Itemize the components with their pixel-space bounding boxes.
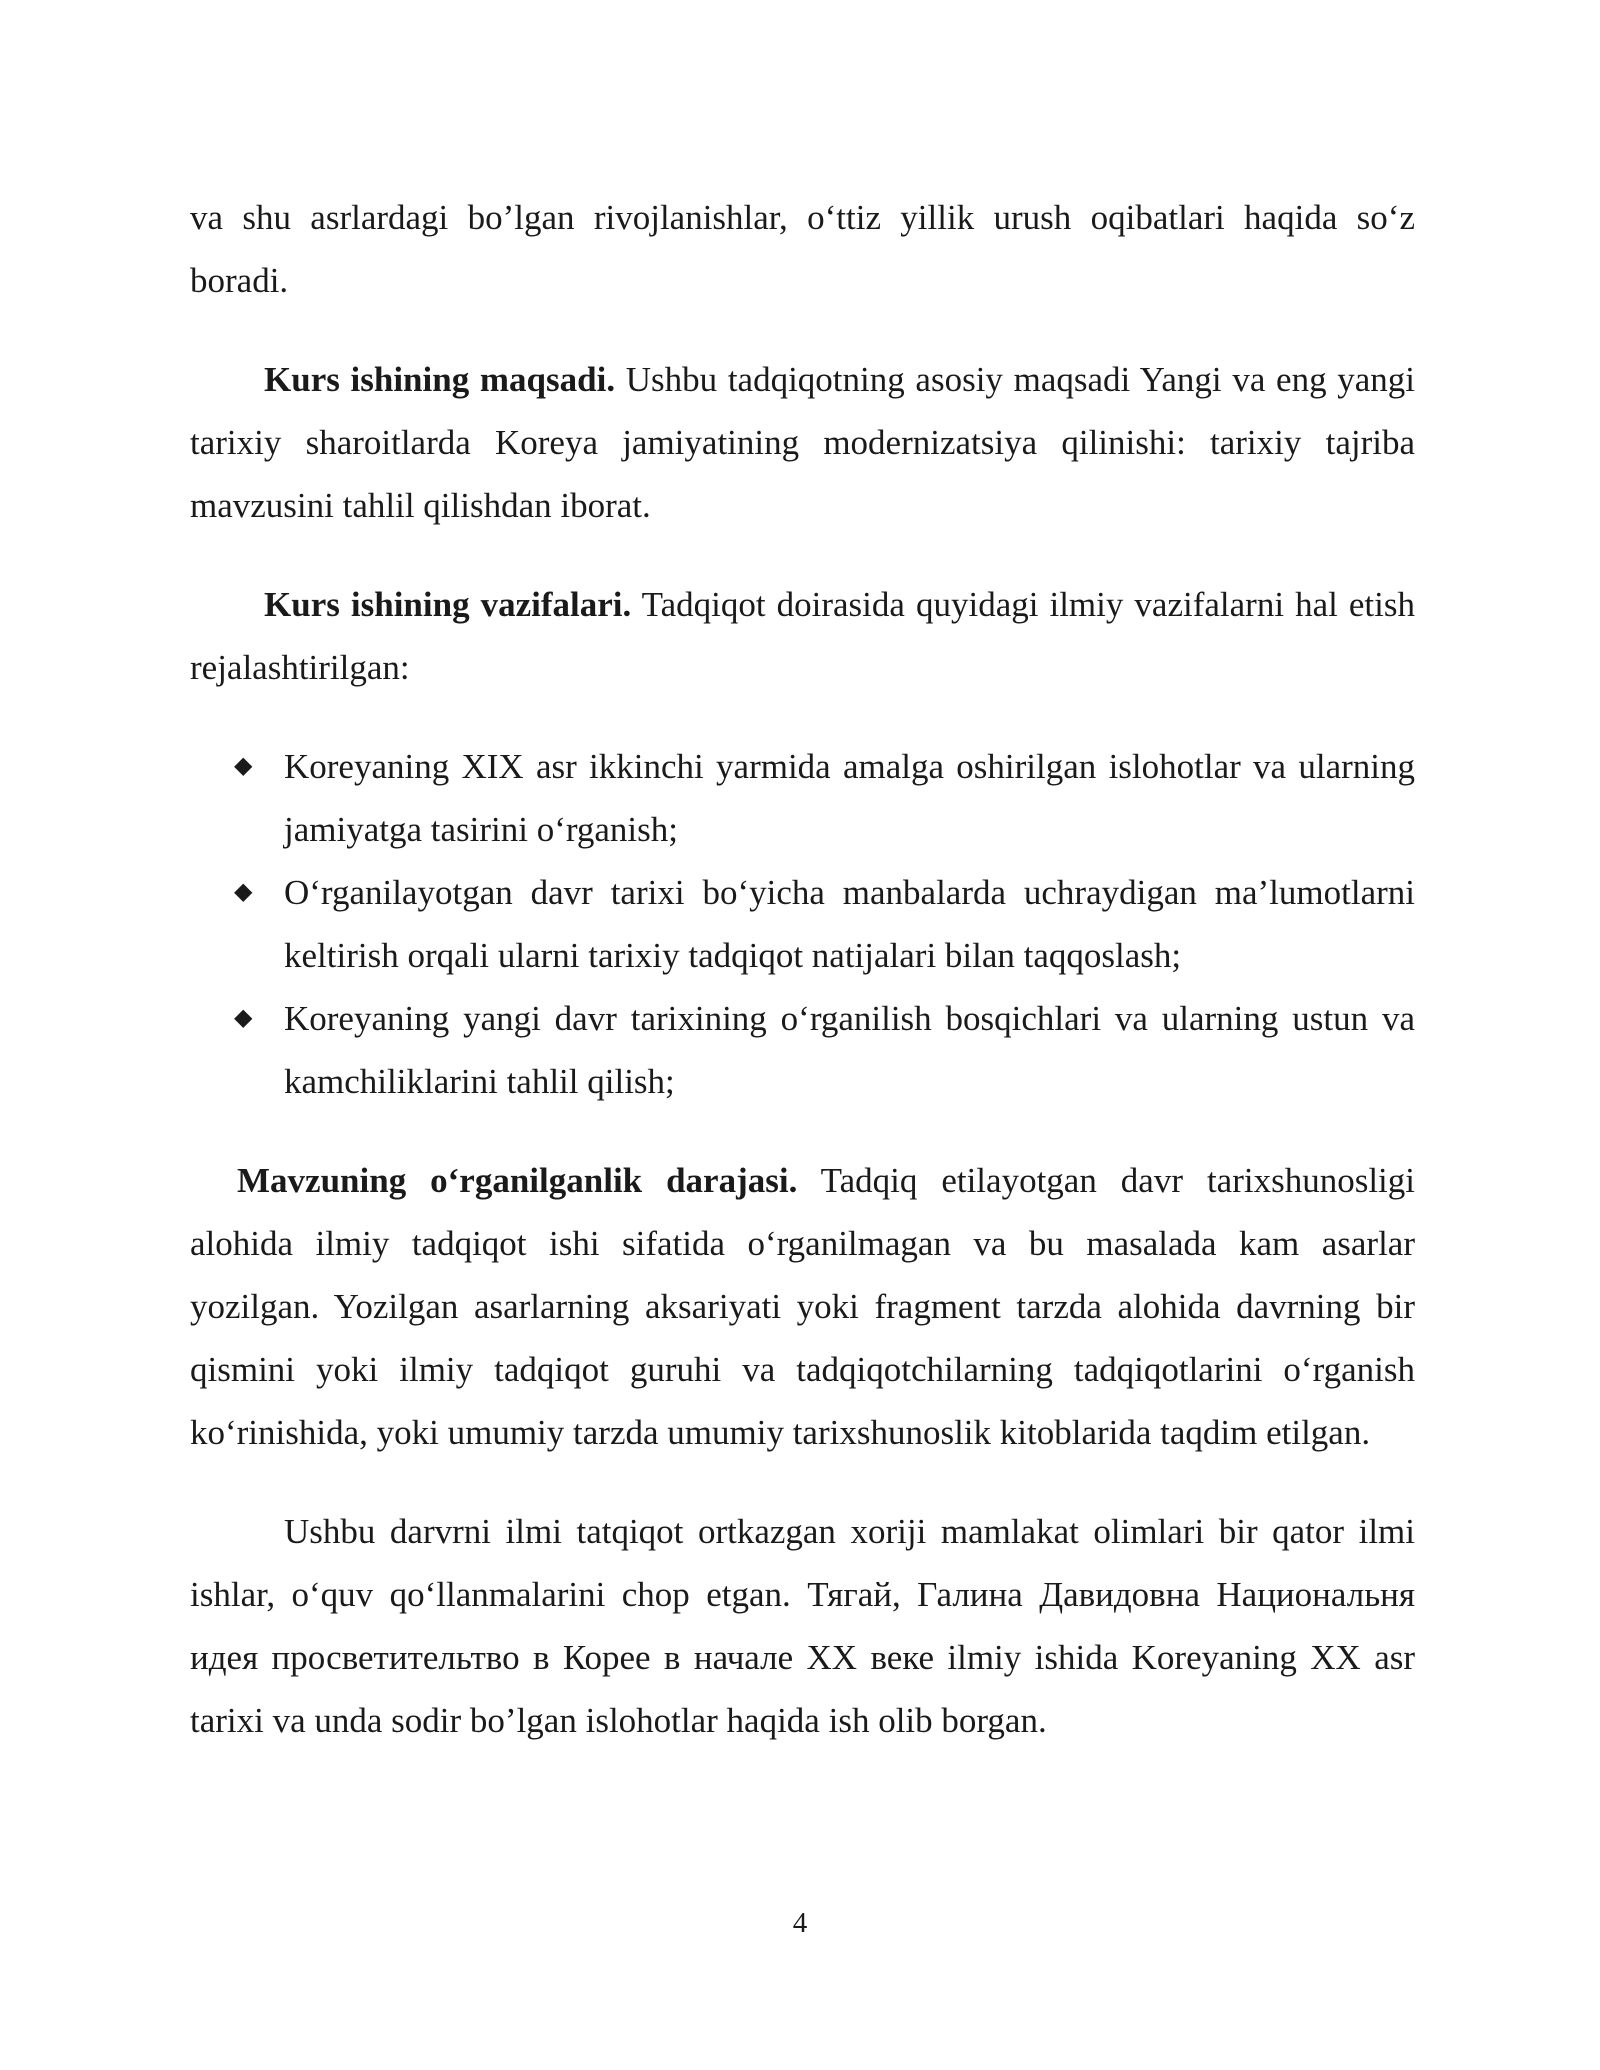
diamond-bullet-icon: ◆ (234, 879, 253, 905)
list-item-text: Koreyaning yangi davr tarixining o‘rganilish bosqichlari va ularning ustun va kamchiliklarini tahlil qilish; (284, 999, 1415, 1101)
intro-paragraph: va shu asrlardagi bo’lgan rivojlanishlar, o‘ttiz yillik urush oqibatlari haqida so‘z boradi. (190, 198, 1415, 300)
list-item (190, 735, 1415, 861)
tasks-text: Tadqiqot doirasida quyidagi ilmiy vazifalarni hal etish rejalashtirilgan: (190, 585, 1415, 687)
list-item (190, 861, 1415, 987)
degree-text: Tadqiq etilayotgan davr tarixshunosligi alohida ilmiy tadqiqot ishi sifatida o‘rganilmagan va bu masalada kam asarlar yozilgan. Yozilgan asarlarning aksariyati yoki fragment tarzda alohida davrning bir qismini yoki ilmiy tadqiqot guruhi va tadqiqotchilarning tadqiqotlarini o‘rganish ko‘rinishida, yoki umumiy tarzda umumiy tarixshunoslik kitoblarida taqdim etilgan. (190, 1161, 1415, 1452)
diamond-bullet-icon: ◆ (234, 1005, 253, 1031)
task-list (190, 735, 1415, 1113)
goal-heading: Kurs ishining maqsadi. (264, 360, 616, 399)
scholars-paragraph: Ushbu darvrni ilmi tatqiqot ortkazgan xoriji mamlakat olimlari bir qator ilmi ishlar, o‘quv qo‘llanmalarini chop etgan. Тягай, Галина Давидовна Национальня идея просветительтво в Корее в начале XX веке ilmiy ishida Koreyaning XX asr tarixi va unda sodir bo’lgan islohotlar haqida ish olib borgan. (190, 1512, 1415, 1740)
tasks-paragraph (190, 573, 1415, 699)
diamond-bullet-icon: ◆ (234, 753, 253, 779)
degree-paragraph (190, 1149, 1415, 1464)
list-item-text: Koreyaning XIX asr ikkinchi yarmida amalga oshirilgan islohotlar va ularning jamiyatga tasirini o‘rganish; (284, 747, 1415, 849)
list-item (190, 987, 1415, 1113)
goal-paragraph (190, 348, 1415, 537)
tasks-heading: Kurs ishining vazifalari. (264, 585, 632, 624)
document-page (190, 186, 1415, 1752)
page-number: 4 (792, 1907, 808, 1939)
list-item-text: O‘rganilayotgan davr tarixi bo‘yicha manbalarda uchraydigan ma’lumotlarni keltirish orqali ularni tarixiy tadqiqot natijalari bilan taqqoslash; (284, 873, 1415, 975)
degree-heading: Mavzuning o‘rganilganlik darajasi. (237, 1161, 798, 1200)
goal-text: Ushbu tadqiqotning asosiy maqsadi Yangi va eng yangi tarixiy sharoitlarda Koreya jamiyatining modernizatsiya qilinishi: tarixiy tajriba mavzusini tahlil qilishdan iborat. (190, 360, 1416, 525)
